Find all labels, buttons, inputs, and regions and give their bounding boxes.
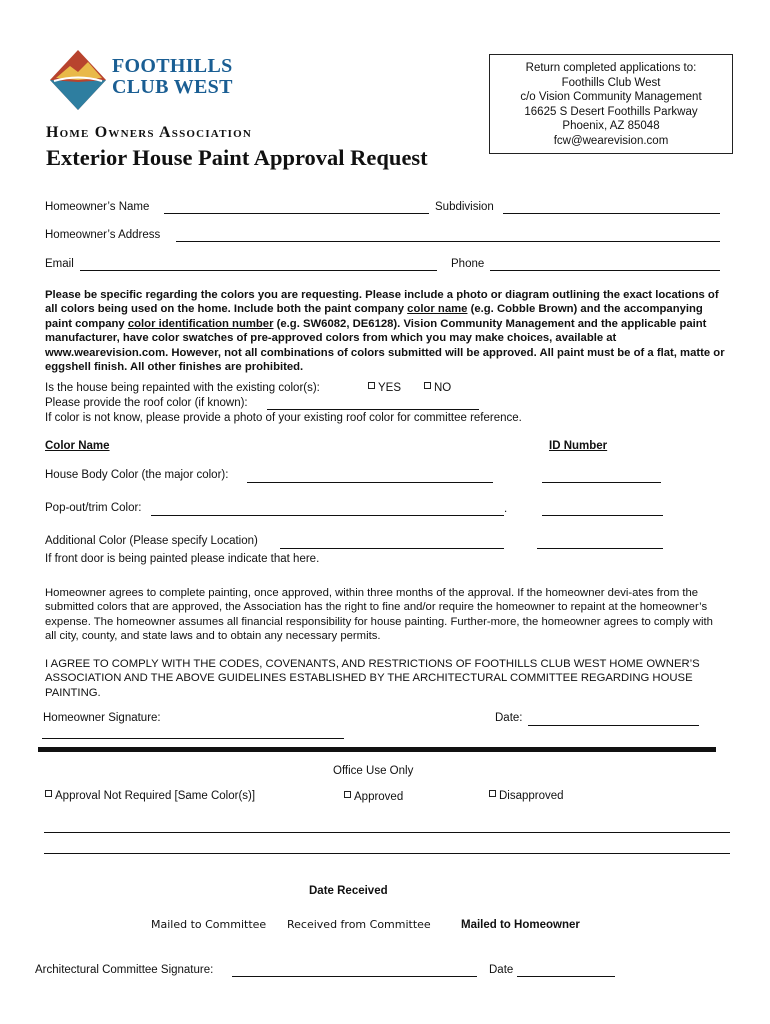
trim-id-field[interactable] [542, 515, 663, 516]
mailed-to-homeowner-label: Mailed to Homeowner [461, 919, 580, 931]
additional-id-field[interactable] [537, 548, 663, 549]
phone-label: Phone [451, 258, 485, 270]
hoa-heading: Home Owners Association [46, 124, 253, 141]
homeowner-name-label: Homeowner’s Name [45, 201, 150, 213]
house-body-id-field[interactable] [542, 482, 661, 483]
instructions-paragraph: Please be specific regarding the colors you are requesting. Please include a photo or diagram outlining the exact locations of all colors being used on the home. Include both the paint company color name (e.g. Cobble Brown) and the accompanying paint company color identification number (e.g. SW6082, DE6128). Vision Community Management and the applicable paint manufacturer, have color swatches of pre-approved colors from which you may make choices, available at www.wearevision.com. However, not all combinations of colors submitted will be approved. All paint must be of a flat, matte or eggshell finish. All other finishes are prohibited. [45, 289, 725, 374]
arch-committee-signature-field[interactable] [232, 976, 477, 977]
additional-color-field[interactable] [280, 548, 504, 549]
mailed-to-committee-label: Mailed to Committee [151, 918, 267, 931]
roof-color-field[interactable] [267, 409, 479, 410]
arch-committee-signature-label: Architectural Committee Signature: [35, 964, 214, 976]
return-line: Foothills Club West [561, 76, 661, 89]
logo-line-1: FOOTHILLS [112, 55, 233, 77]
homeowner-address-field[interactable] [176, 241, 720, 242]
return-address-box [489, 54, 733, 154]
office-notes-line[interactable] [44, 832, 730, 833]
trim-color-label: Pop-out/trim Color: [45, 502, 142, 514]
return-line: 16625 S Desert Foothills Parkway [524, 105, 698, 118]
homeowner-signature-label: Homeowner Signature: [43, 712, 161, 724]
return-line: Phoenix, AZ 85048 [562, 120, 660, 133]
return-line: Return completed applications to: [525, 62, 697, 74]
phone-field[interactable] [490, 270, 720, 271]
signature-date-label: Date: [495, 712, 523, 724]
foothills-logo [48, 48, 248, 112]
received-from-committee-label: Received from Committee [287, 918, 431, 931]
front-door-note: If front door is being painted please indicate that here. [45, 553, 320, 565]
arch-date-label: Date [489, 964, 514, 976]
approved-option[interactable]: Approved [344, 791, 403, 803]
homeowner-name-field[interactable] [164, 213, 429, 214]
yes-checkbox[interactable] [368, 382, 375, 389]
office-use-title: Office Use Only [333, 765, 414, 777]
approved-checkbox[interactable] [344, 791, 351, 798]
approval-not-required-checkbox[interactable] [45, 790, 52, 797]
house-body-color-label: House Body Color (the major color): [45, 469, 229, 481]
roof-color-label: Please provide the roof color (if known): [45, 397, 248, 409]
page-title: Exterior House Paint Approval Request [46, 145, 428, 170]
no-checkbox[interactable] [424, 382, 431, 389]
no-option[interactable]: NO [424, 382, 451, 394]
office-notes-line[interactable] [44, 853, 730, 854]
logo-emblem-icon [48, 48, 108, 112]
color-name-header: Color Name [45, 440, 110, 452]
email-field[interactable] [80, 270, 437, 271]
homeowner-address-label: Homeowner’s Address [45, 229, 161, 241]
yes-option[interactable]: YES [368, 382, 401, 394]
trim-color-field[interactable] [151, 515, 504, 516]
logo-line-2: CLUB WEST [112, 76, 233, 98]
repaint-question: Is the house being repainted with the existing color(s): [45, 382, 320, 394]
additional-color-label: Additional Color (Please specify Location) [45, 535, 258, 547]
section-divider [38, 747, 716, 752]
house-body-color-field[interactable] [247, 482, 493, 483]
id-number-header: ID Number [549, 440, 608, 452]
return-email: fcw@wearevision.com [553, 134, 669, 147]
approval-not-required-option[interactable]: Approval Not Required [Same Color(s)] [45, 790, 255, 802]
trim-period: . [504, 503, 508, 515]
signature-date-field[interactable] [528, 725, 699, 726]
homeowner-signature-field[interactable] [42, 738, 344, 739]
subdivision-label: Subdivision [435, 201, 494, 213]
agreement-caps: I AGREE TO COMPLY WITH THE CODES, COVENANTS, AND RESTRICTIONS OF FOOTHILLS CLUB WEST HOME OWNER’S ASSOCIATION AND THE ABOVE GUIDELINES ESTABLISHED BY THE ARCHITECTURAL COMMITTEE REGARDING HOUSE PAINTING. [45, 658, 700, 699]
agreement-paragraph: Homeowner agrees to complete painting, once approved, within three months of the approval. If the homeowner devi-ates from the submitted colors that are approved, the Association has the right to fine and/or require the homeowner to repaint at the homeowner’s expense. The homeowner assumes all financial responsibility for house painting. Further-more, the homeowner agrees to comply with all city, county, and state laws and to obtain any necessary permits. [45, 587, 713, 643]
subdivision-field[interactable] [503, 213, 720, 214]
date-received-label: Date Received [309, 885, 388, 897]
return-line: c/o Vision Community Management [520, 91, 702, 104]
roof-note: If color is not know, please provide a photo of your existing roof color for committee reference. [45, 412, 522, 424]
disapproved-checkbox[interactable] [489, 790, 496, 797]
arch-date-field[interactable] [517, 976, 615, 977]
disapproved-option[interactable]: Disapproved [489, 790, 564, 802]
email-label: Email [45, 258, 74, 270]
